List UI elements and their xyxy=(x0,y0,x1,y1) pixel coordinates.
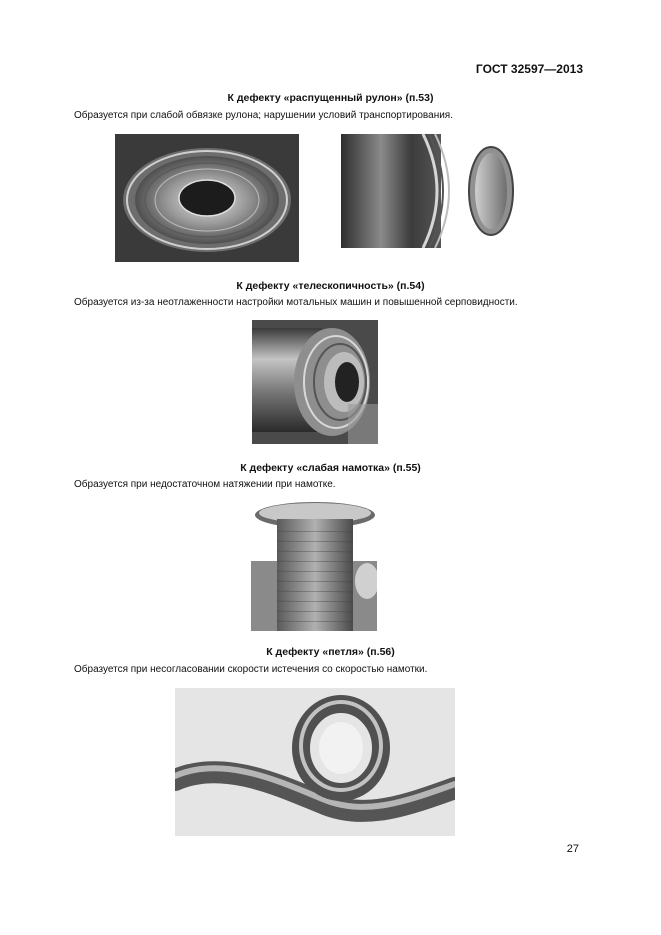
section-title-loop: К дефекту «петля» (п.56) xyxy=(266,646,395,658)
photo-weak-winding-spool xyxy=(251,501,377,631)
section-description-telescoping: Образуется из-за неотлаженности настройки мотальных машин и повышенной серповидности. xyxy=(74,297,518,308)
section-title-loose-coil: К дефекту «распущенный рулон» (п.53) xyxy=(227,92,434,104)
page-number: 27 xyxy=(566,843,579,855)
section-description-weak-winding: Образуется при недостаточном натяжении при намотке. xyxy=(74,479,336,490)
section-title-weak-winding: К дефекту «слабая намотка» (п.55) xyxy=(240,462,421,474)
photo-loop-tube xyxy=(175,688,455,836)
document-standard-number: ГОСТ 32597—2013 xyxy=(475,62,583,76)
section-description-loose-coil: Образуется при слабой обвязке рулона; нарушении условий транспортирования. xyxy=(74,110,453,121)
section-description-loop: Образуется при несогласовании скорости истечения со скоростью намотки. xyxy=(74,664,428,675)
photo-loose-coil-side xyxy=(341,134,519,248)
section-title-telescoping: К дефекту «телескопичность» (п.54) xyxy=(236,280,425,292)
photo-telescoping-coil xyxy=(252,320,378,444)
photo-loose-coil-face xyxy=(115,134,299,262)
